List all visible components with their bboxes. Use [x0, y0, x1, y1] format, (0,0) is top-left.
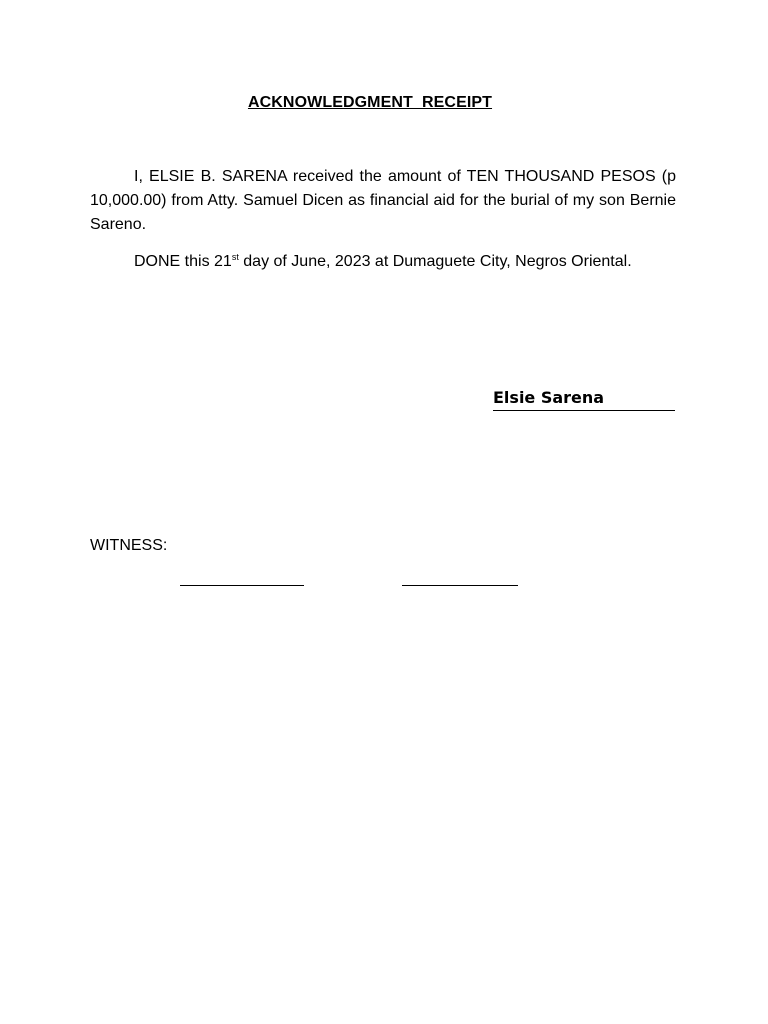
date-text-after-day: day of June, 2023 at Dumaguete City, Negros Oriental. [238, 253, 632, 270]
day-ordinal-suffix: st [231, 252, 239, 262]
receipt-statement-paragraph: I, ELSIE B. SARENA received the amount of TEN THOUSAND PESOS (p 10,000.00) from Atty. Samuel Dicen as financial aid for the burial of my son Bernie Sareno. [90, 168, 676, 233]
signature-name: Elsie Sarena [493, 386, 675, 411]
witness-signature-line-2 [402, 585, 518, 586]
document-title: ACKNOWLEDGMENT RECEIPT [247, 94, 493, 111]
witness-label: WITNESS: [90, 537, 168, 554]
date-text-before-day: DONE this 21 [134, 253, 232, 270]
date-place-paragraph [90, 250, 676, 275]
witness-signature-line-1 [180, 585, 304, 586]
